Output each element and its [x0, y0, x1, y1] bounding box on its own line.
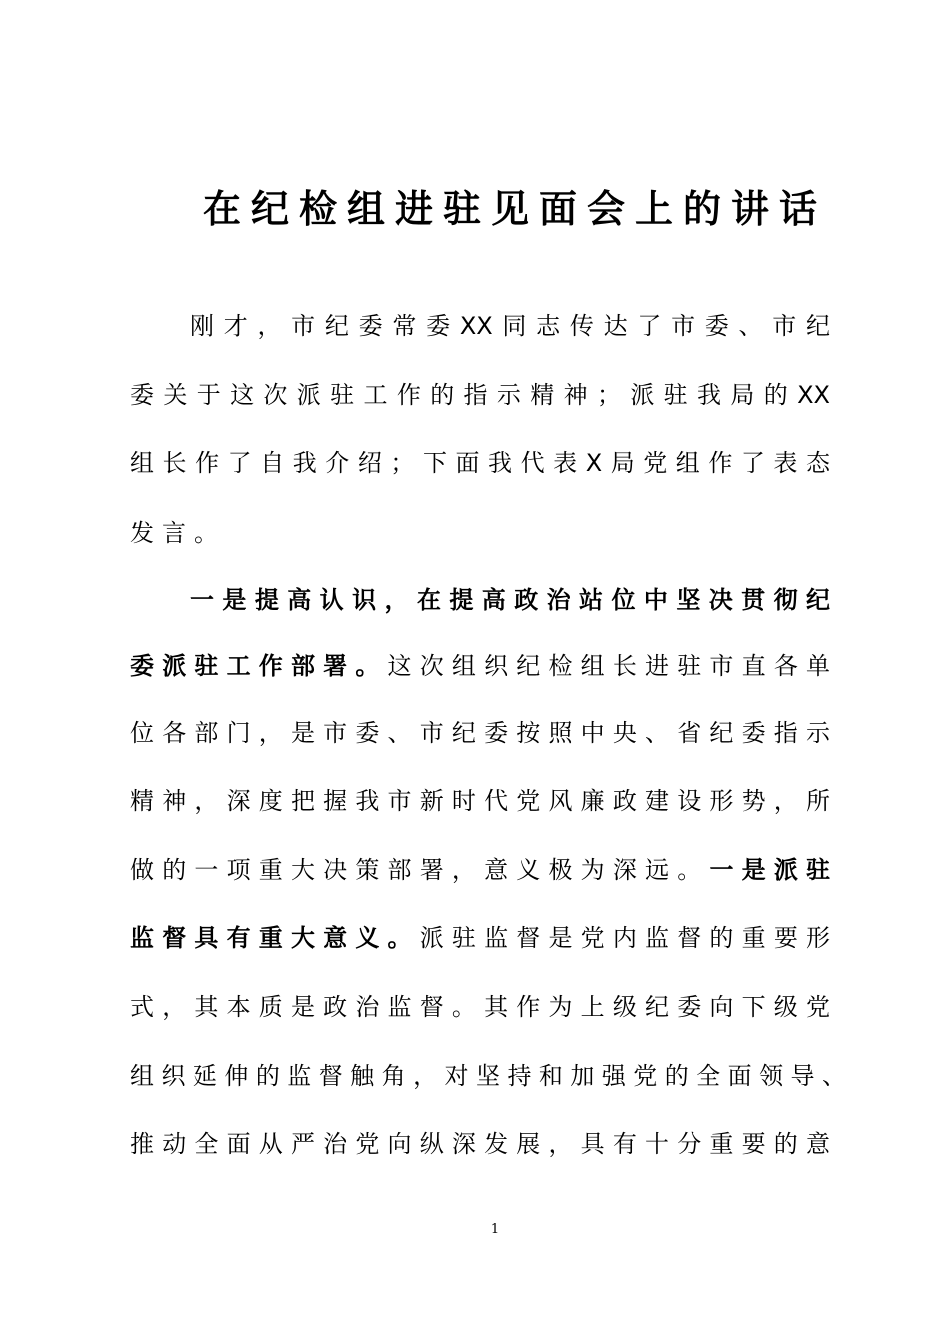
paragraph-2-line-6	[130, 918, 830, 958]
paragraph-2-line-4: 精神，深度把握我市新时代党风廉政建设形势，所	[130, 787, 830, 815]
paragraph-2-line-5-rest: 做的一项重大决策部署，意义极为深远。	[130, 856, 710, 884]
paragraph-2-line-6-rest: 派驻监督是党内监督的重要形	[419, 924, 831, 952]
paragraph-1-line-2: 委关于这次派驻工作的指示精神；派驻我局的XX	[130, 381, 830, 409]
paragraph-2-line-9: 推动全面从严治党向纵深发展，具有十分重要的意	[130, 1130, 830, 1158]
paragraph-1-line-3: 组长作了自我介绍；下面我代表X局党组作了表态	[130, 449, 830, 477]
paragraph-2-line-7: 式，其本质是政治监督。其作为上级纪委向下级党	[130, 993, 830, 1021]
paragraph-2-line-3: 位各部门，是市委、市纪委按照中央、省纪委指示	[130, 719, 830, 747]
paragraph-2-line-2-bold: 委派驻工作部署。	[130, 652, 388, 680]
paragraph-2-line-8: 组织延伸的监督触角，对坚持和加强党的全面领导、	[130, 1062, 846, 1090]
paragraph-1-line-1: 刚才，市纪委常委XX同志传达了市委、市纪	[190, 312, 830, 340]
paragraph-2-line-2-rest: 这次组织纪检组长进驻市直各单	[387, 652, 831, 680]
paragraph-2-line-5-bold: 一是派驻	[709, 856, 831, 884]
paragraph-2-line-5	[130, 850, 830, 890]
paragraph-1-line-4: 发言。	[130, 519, 226, 547]
page-number: 1	[490, 1222, 500, 1237]
document-title: 在纪检组进驻见面会上的讲话	[202, 186, 827, 231]
paragraph-2-line-6-bold: 监督具有重大意义。	[130, 924, 420, 952]
paragraph-2-line-2	[130, 646, 830, 686]
paragraph-2-line-1: 一是提高认识，在提高政治站位中坚决贯彻纪	[190, 586, 830, 614]
